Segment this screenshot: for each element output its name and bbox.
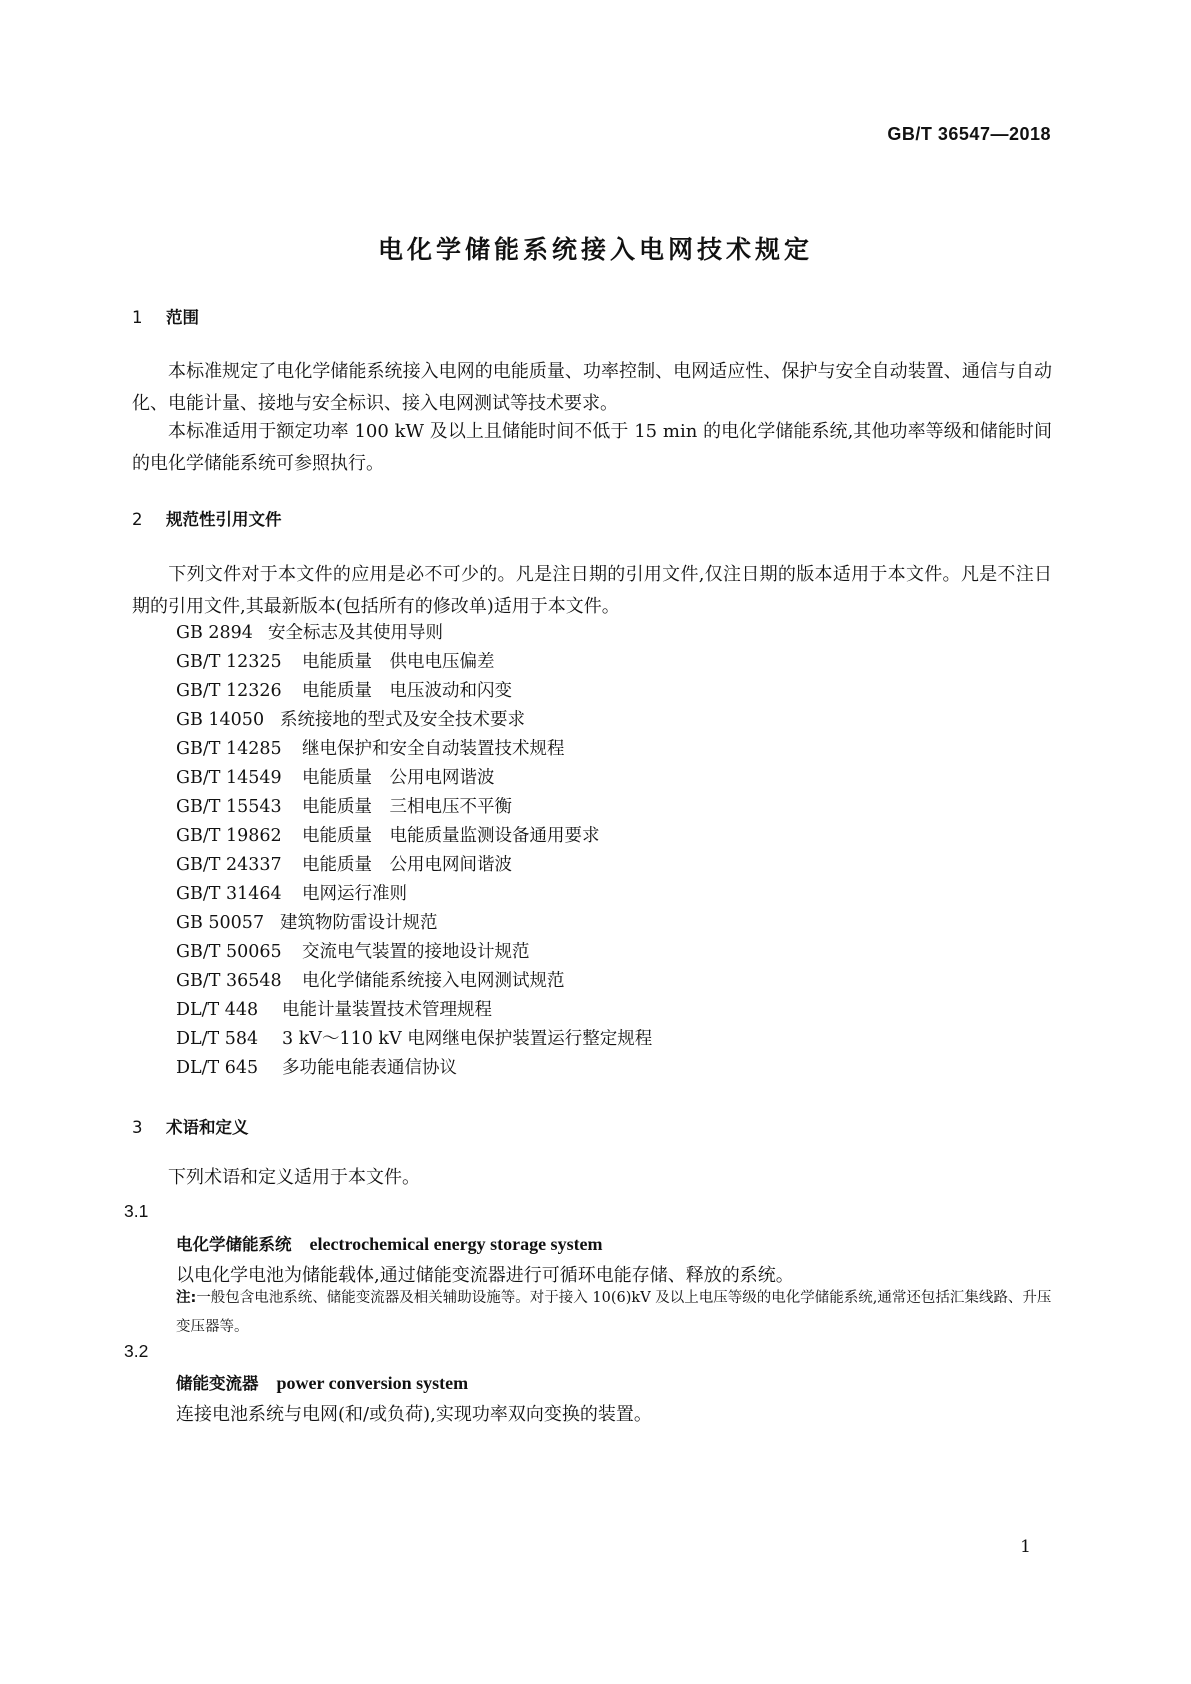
section-1-heading — [132, 304, 199, 328]
term-number: 3.1 — [124, 1201, 149, 1221]
reference-item — [176, 734, 565, 765]
reference-title: 电能质量 公用电网间谐波 — [302, 855, 512, 875]
reference-item — [176, 705, 525, 736]
reference-code: GB/T 31464 — [176, 884, 282, 904]
reference-code: GB 2894 — [176, 623, 253, 643]
reference-code: DL/T 448 — [176, 1000, 259, 1020]
section-number: 3 — [132, 1118, 143, 1137]
section-3-heading — [132, 1114, 249, 1138]
section-2-heading — [132, 506, 282, 530]
reference-item — [176, 792, 512, 823]
reference-title: 电能质量 电能质量监测设备通用要求 — [302, 826, 600, 846]
paragraph-text: 本标准适用于额定功率 100 kW 及以上且储能时间不低于 15 min 的电化学储能系统,其他功率等级和储能时间的电化学储能系统可参照执行。 — [132, 421, 1052, 474]
section-1-paragraph-2 — [132, 416, 1052, 480]
reference-title: 交流电气装置的接地设计规范 — [302, 942, 530, 962]
term-heading — [176, 1231, 603, 1255]
section-2-intro — [132, 559, 1052, 623]
reference-code: GB 14050 — [176, 710, 265, 730]
reference-code: GB/T 12325 — [176, 652, 282, 672]
reference-item — [176, 618, 443, 649]
note-text: 一般包含电池系统、储能变流器及相关辅助设施等。对于接入 10(6)kV 及以上电压等级的电化学储能系统,通常还包括汇集线路、升压变压器等。 — [176, 1290, 1052, 1335]
reference-item — [176, 908, 438, 939]
reference-item — [176, 676, 512, 707]
reference-code: GB 50057 — [176, 913, 265, 933]
section-1-paragraph-1 — [132, 356, 1052, 420]
reference-title: 电能质量 电压波动和闪变 — [302, 681, 512, 701]
section-number: 2 — [132, 510, 143, 529]
term-definition: 连接电池系统与电网(和/或负荷),实现功率双向变换的装置。 — [176, 1404, 652, 1425]
term-english: electrochemical energy storage system — [309, 1234, 603, 1254]
term-chinese: 电化学储能系统 — [176, 1235, 292, 1254]
reference-item — [176, 1024, 652, 1055]
reference-code: GB/T 14285 — [176, 739, 282, 759]
reference-title: 系统接地的型式及安全技术要求 — [280, 710, 525, 730]
reference-code: GB/T 50065 — [176, 942, 282, 962]
section-number: 1 — [132, 308, 143, 327]
reference-item — [176, 821, 600, 852]
reference-item — [176, 879, 407, 910]
paragraph-text: 下列文件对于本文件的应用是必不可少的。凡是注日期的引用文件,仅注日期的版本适用于本文件。凡是不注日期的引用文件,其最新版本(包括所有的修改单)适用于本文件。 — [132, 564, 1052, 617]
reference-item — [176, 1053, 457, 1084]
section-3-intro — [132, 1162, 1052, 1194]
paragraph-text: 本标准规定了电化学储能系统接入电网的电能质量、功率控制、电网适应性、保护与安全自动装置、通信与自动化、电能计量、接地与安全标识、接入电网测试等技术要求。 — [132, 361, 1052, 414]
reference-code: DL/T 584 — [176, 1029, 259, 1049]
term-number: 3.2 — [124, 1341, 149, 1361]
note-label: 注: — [176, 1290, 197, 1306]
reference-title: 安全标志及其使用导则 — [268, 623, 443, 643]
reference-item — [176, 850, 512, 881]
reference-title: 电能计量装置技术管理规程 — [282, 1000, 492, 1020]
section-title: 术语和定义 — [166, 1118, 249, 1137]
reference-code: GB/T 15543 — [176, 797, 282, 817]
reference-code: DL/T 645 — [176, 1058, 259, 1078]
reference-title: 电能质量 供电电压偏差 — [302, 652, 495, 672]
term-definition: 以电化学电池为储能载体,通过储能变流器进行可循环电能存储、释放的系统。 — [176, 1265, 794, 1286]
section-title: 范围 — [166, 308, 199, 327]
page-number: 1 — [1020, 1537, 1031, 1557]
reference-item — [176, 937, 530, 968]
reference-code: GB/T 36548 — [176, 971, 282, 991]
reference-title: 电化学储能系统接入电网测试规范 — [302, 971, 565, 991]
reference-item — [176, 763, 495, 794]
reference-title: 多功能电能表通信协议 — [282, 1058, 457, 1078]
reference-title: 电能质量 公用电网谐波 — [302, 768, 495, 788]
term-note — [176, 1284, 1056, 1342]
reference-code: GB/T 24337 — [176, 855, 282, 875]
reference-title: 电能质量 三相电压不平衡 — [302, 797, 512, 817]
reference-code: GB/T 19862 — [176, 826, 282, 846]
reference-title: 电网运行准则 — [302, 884, 407, 904]
term-english: power conversion system — [276, 1373, 469, 1393]
reference-item — [176, 647, 495, 678]
reference-title: 3 kV～110 kV 电网继电保护装置运行整定规程 — [282, 1029, 653, 1049]
term-heading — [176, 1370, 468, 1394]
section-title: 规范性引用文件 — [166, 510, 282, 529]
reference-item — [176, 966, 565, 997]
document-title: 电化学储能系统接入电网技术规定 — [377, 235, 813, 264]
reference-title: 继电保护和安全自动装置技术规程 — [302, 739, 565, 759]
reference-code: GB/T 12326 — [176, 681, 282, 701]
reference-title: 建筑物防雷设计规范 — [280, 913, 438, 933]
reference-code: GB/T 14549 — [176, 768, 282, 788]
paragraph-text: 下列术语和定义适用于本文件。 — [168, 1167, 420, 1188]
standard-code: GB/T 36547—2018 — [887, 124, 1051, 144]
reference-item — [176, 995, 492, 1026]
term-chinese: 储能变流器 — [176, 1374, 259, 1393]
